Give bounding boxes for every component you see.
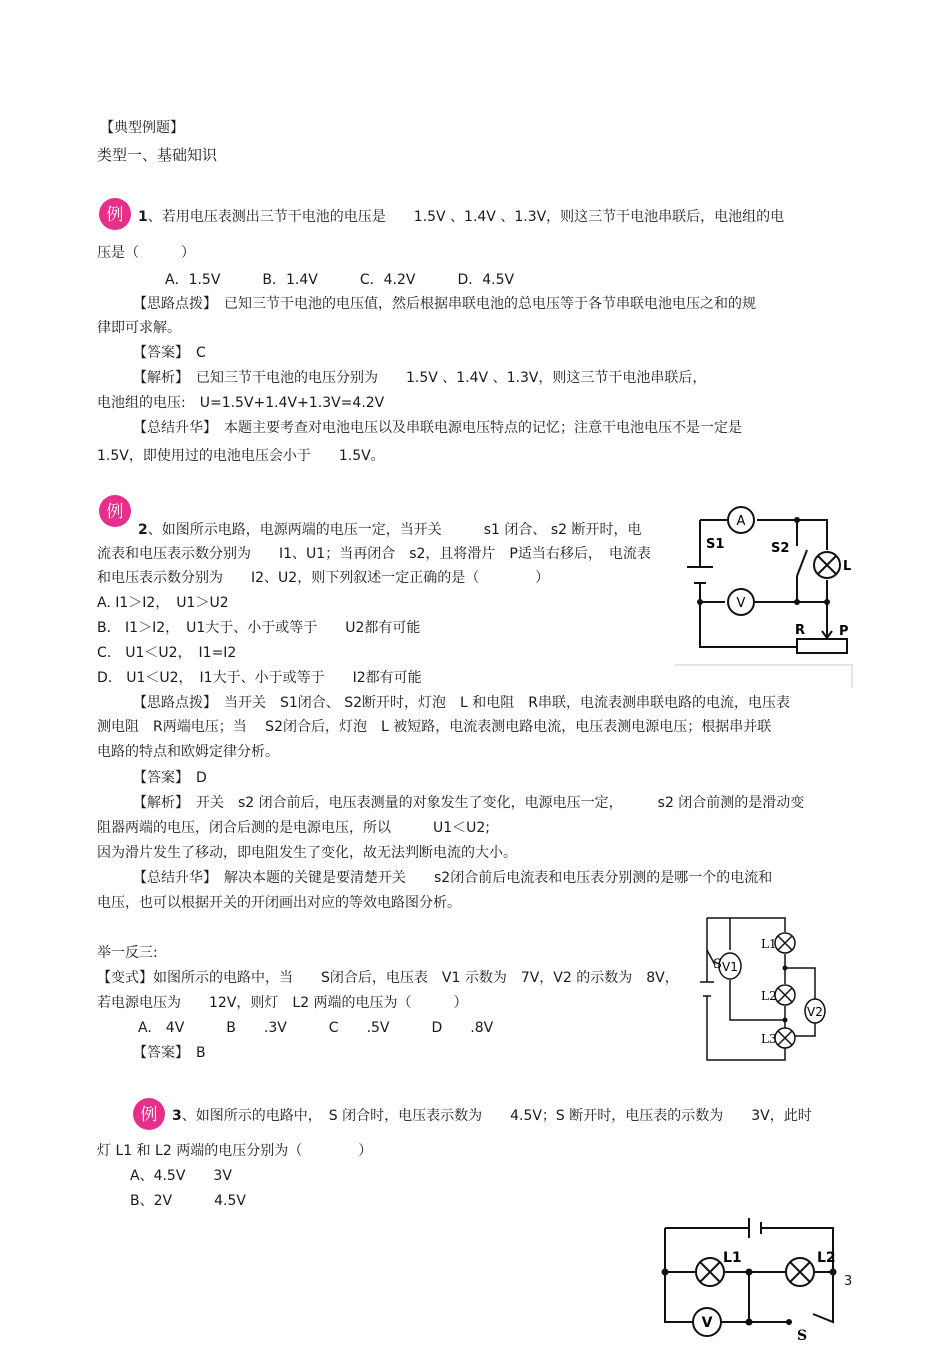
svg-text:L: L [843, 559, 852, 574]
ex1-analysis: 【解析】 已知三节干电池的电压分别为 1.5V 、1.4V 、1.3V，则这三节干电池串联后， [133, 370, 707, 386]
svg-text:V: V [701, 1315, 713, 1331]
svg-text:V1: V1 [722, 960, 738, 974]
ex1-analysis-line2: 电池组的电压: U=1.5V+1.4V+1.3V=4.2V [97, 395, 385, 411]
ex3-question-line2: 灯 L1 和 L2 两端的电压分别为（ ） [97, 1143, 373, 1159]
page-number: 3 [844, 1274, 853, 1289]
ex1-question-line2: 压是（ ） [97, 245, 195, 261]
svg-text:S: S [713, 957, 722, 972]
section-heading: 【典型例题】 [100, 120, 184, 136]
example-badge-icon [98, 197, 132, 231]
svg-text:例: 例 [106, 205, 124, 225]
ex3-option-a: A、4.5V 3V [130, 1168, 232, 1184]
variant-options: A. 4V B .3V C .5V D .8V [138, 1020, 494, 1036]
example-badge-icon [98, 494, 132, 528]
ex2-option-c: C. U1＜U2， I1=I2 [97, 645, 237, 661]
svg-text:A: A [736, 514, 746, 529]
ex2-hint: 【思路点拨】 当开关 S1闭合、 S2断开时，灯泡 L 和电阻 R串联，电流表测串联电路的电流，电压表 [133, 695, 791, 711]
variant-circuit-diagram [695, 910, 835, 1065]
ex3-question-line1: 3、如图所示的电路中， S 闭合时，电压表示数为 4.5V；S 断开时，电压表的示数为 3V，此时 [172, 1108, 812, 1124]
ex2-question-line1: 2、如图所示电路，电源两端的电压一定，当开关 s1 闭合、 s2 断开时，电 [138, 522, 642, 538]
ex2-hint-line3: 电路的特点和欧姆定律分析。 [97, 744, 279, 760]
svg-text:例: 例 [140, 1105, 158, 1125]
svg-text:V2: V2 [807, 1005, 823, 1019]
ex3-circuit-diagram [655, 1210, 855, 1345]
svg-text:S2: S2 [771, 541, 790, 556]
ex3-option-b: B、2V 4.5V [130, 1193, 246, 1209]
ex2-circuit-diagram [675, 490, 853, 690]
svg-text:例: 例 [106, 502, 124, 522]
ex1-summary-line2: 1.5V，即使用过的电池电压会小于 1.5V。 [97, 448, 385, 464]
ex2-hint-line2: 测电阻 R两端电压；当 S2闭合后，灯泡 L 被短路，电流表测电路电流，电压表测电源电压；根据串并联 [97, 719, 772, 735]
ex1-summary: 【总结升华】 本题主要考查对电池电压以及串联电源电压特点的记忆；注意干电池电压不是一定是 [133, 420, 742, 436]
variant-question-line2: 若电源电压为 12V，则灯 L2 两端的电压为（ ） [97, 995, 468, 1011]
type-heading: 类型一、基础知识 [97, 146, 218, 164]
ex2-option-a: A. I1＞I2， U1＞U2 [97, 595, 229, 611]
ex2-option-b: B. I1＞I2， U1大于、小于或等于 U2都有可能 [97, 620, 421, 636]
ex2-option-d: D. U1＜U2， I1大于、小于或等于 I2都有可能 [97, 670, 422, 686]
variant-title: 举一反三: [97, 945, 158, 961]
svg-text:S1: S1 [706, 537, 725, 552]
ex2-analysis-line2: 阻器两端的电压，闭合后测的是电源电压，所以 U1＜U2; [97, 820, 491, 836]
svg-text:R: R [795, 623, 806, 638]
svg-text:L3: L3 [761, 1032, 777, 1046]
ex2-summary-line2: 电压，也可以根据开关的开闭画出对应的等效电路图分析。 [97, 895, 461, 911]
ex2-summary: 【总结升华】 解决本题的关键是要清楚开关 s2闭合前后电流表和电压表分别测的是哪一个的电流和 [133, 870, 773, 886]
svg-text:L2: L2 [761, 989, 777, 1003]
svg-text:P: P [839, 624, 849, 639]
ex1-options: A．1.5V B．1.4V C．4.2V D．4.5V [165, 272, 515, 288]
variant-answer: 【答案】 B [133, 1045, 206, 1061]
svg-text:L1: L1 [761, 937, 777, 951]
svg-text:L1: L1 [723, 1250, 742, 1266]
ex1-hint-line2: 律即可求解。 [97, 320, 181, 336]
variant-question-line1: 【变式】如图所示的电路中，当 S闭合后，电压表 V1 示数为 7V，V2 的示数为 8V， [97, 970, 679, 986]
ex2-analysis-line3: 因为滑片发生了移动，即电阻发生了变化，故无法判断电流的大小。 [97, 845, 517, 861]
ex2-question-line3: 和电压表示数分别为 I2、U2，则下列叙述一定正确的是（ ） [97, 570, 550, 586]
ex1-question-line1: 1、若用电压表测出三节干电池的电压是 1.5V 、1.4V 、1.3V，则这三节干电池串联后，电池组的电 [138, 209, 785, 225]
svg-text:S: S [797, 1328, 808, 1344]
svg-text:L2: L2 [817, 1250, 836, 1266]
ex2-analysis: 【解析】 开关 s2 闭合前后，电压表测量的对象发生了变化，电源电压一定， s2 闭合前测的是滑动变 [133, 795, 805, 811]
ex2-question-line2: 流表和电压表示数分别为 I1、U1；当再闭合 s2，且将滑片 P适当右移后， 电流表 [97, 546, 651, 562]
example-badge-icon [132, 1097, 166, 1131]
svg-text:V: V [736, 596, 746, 611]
ex1-hint: 【思路点拨】 已知三节干电池的电压值，然后根据串联电池的总电压等于各节串联电池电压之和的规 [133, 296, 756, 312]
ex1-answer: 【答案】 C [133, 345, 206, 361]
ex2-answer: 【答案】 D [133, 770, 207, 786]
